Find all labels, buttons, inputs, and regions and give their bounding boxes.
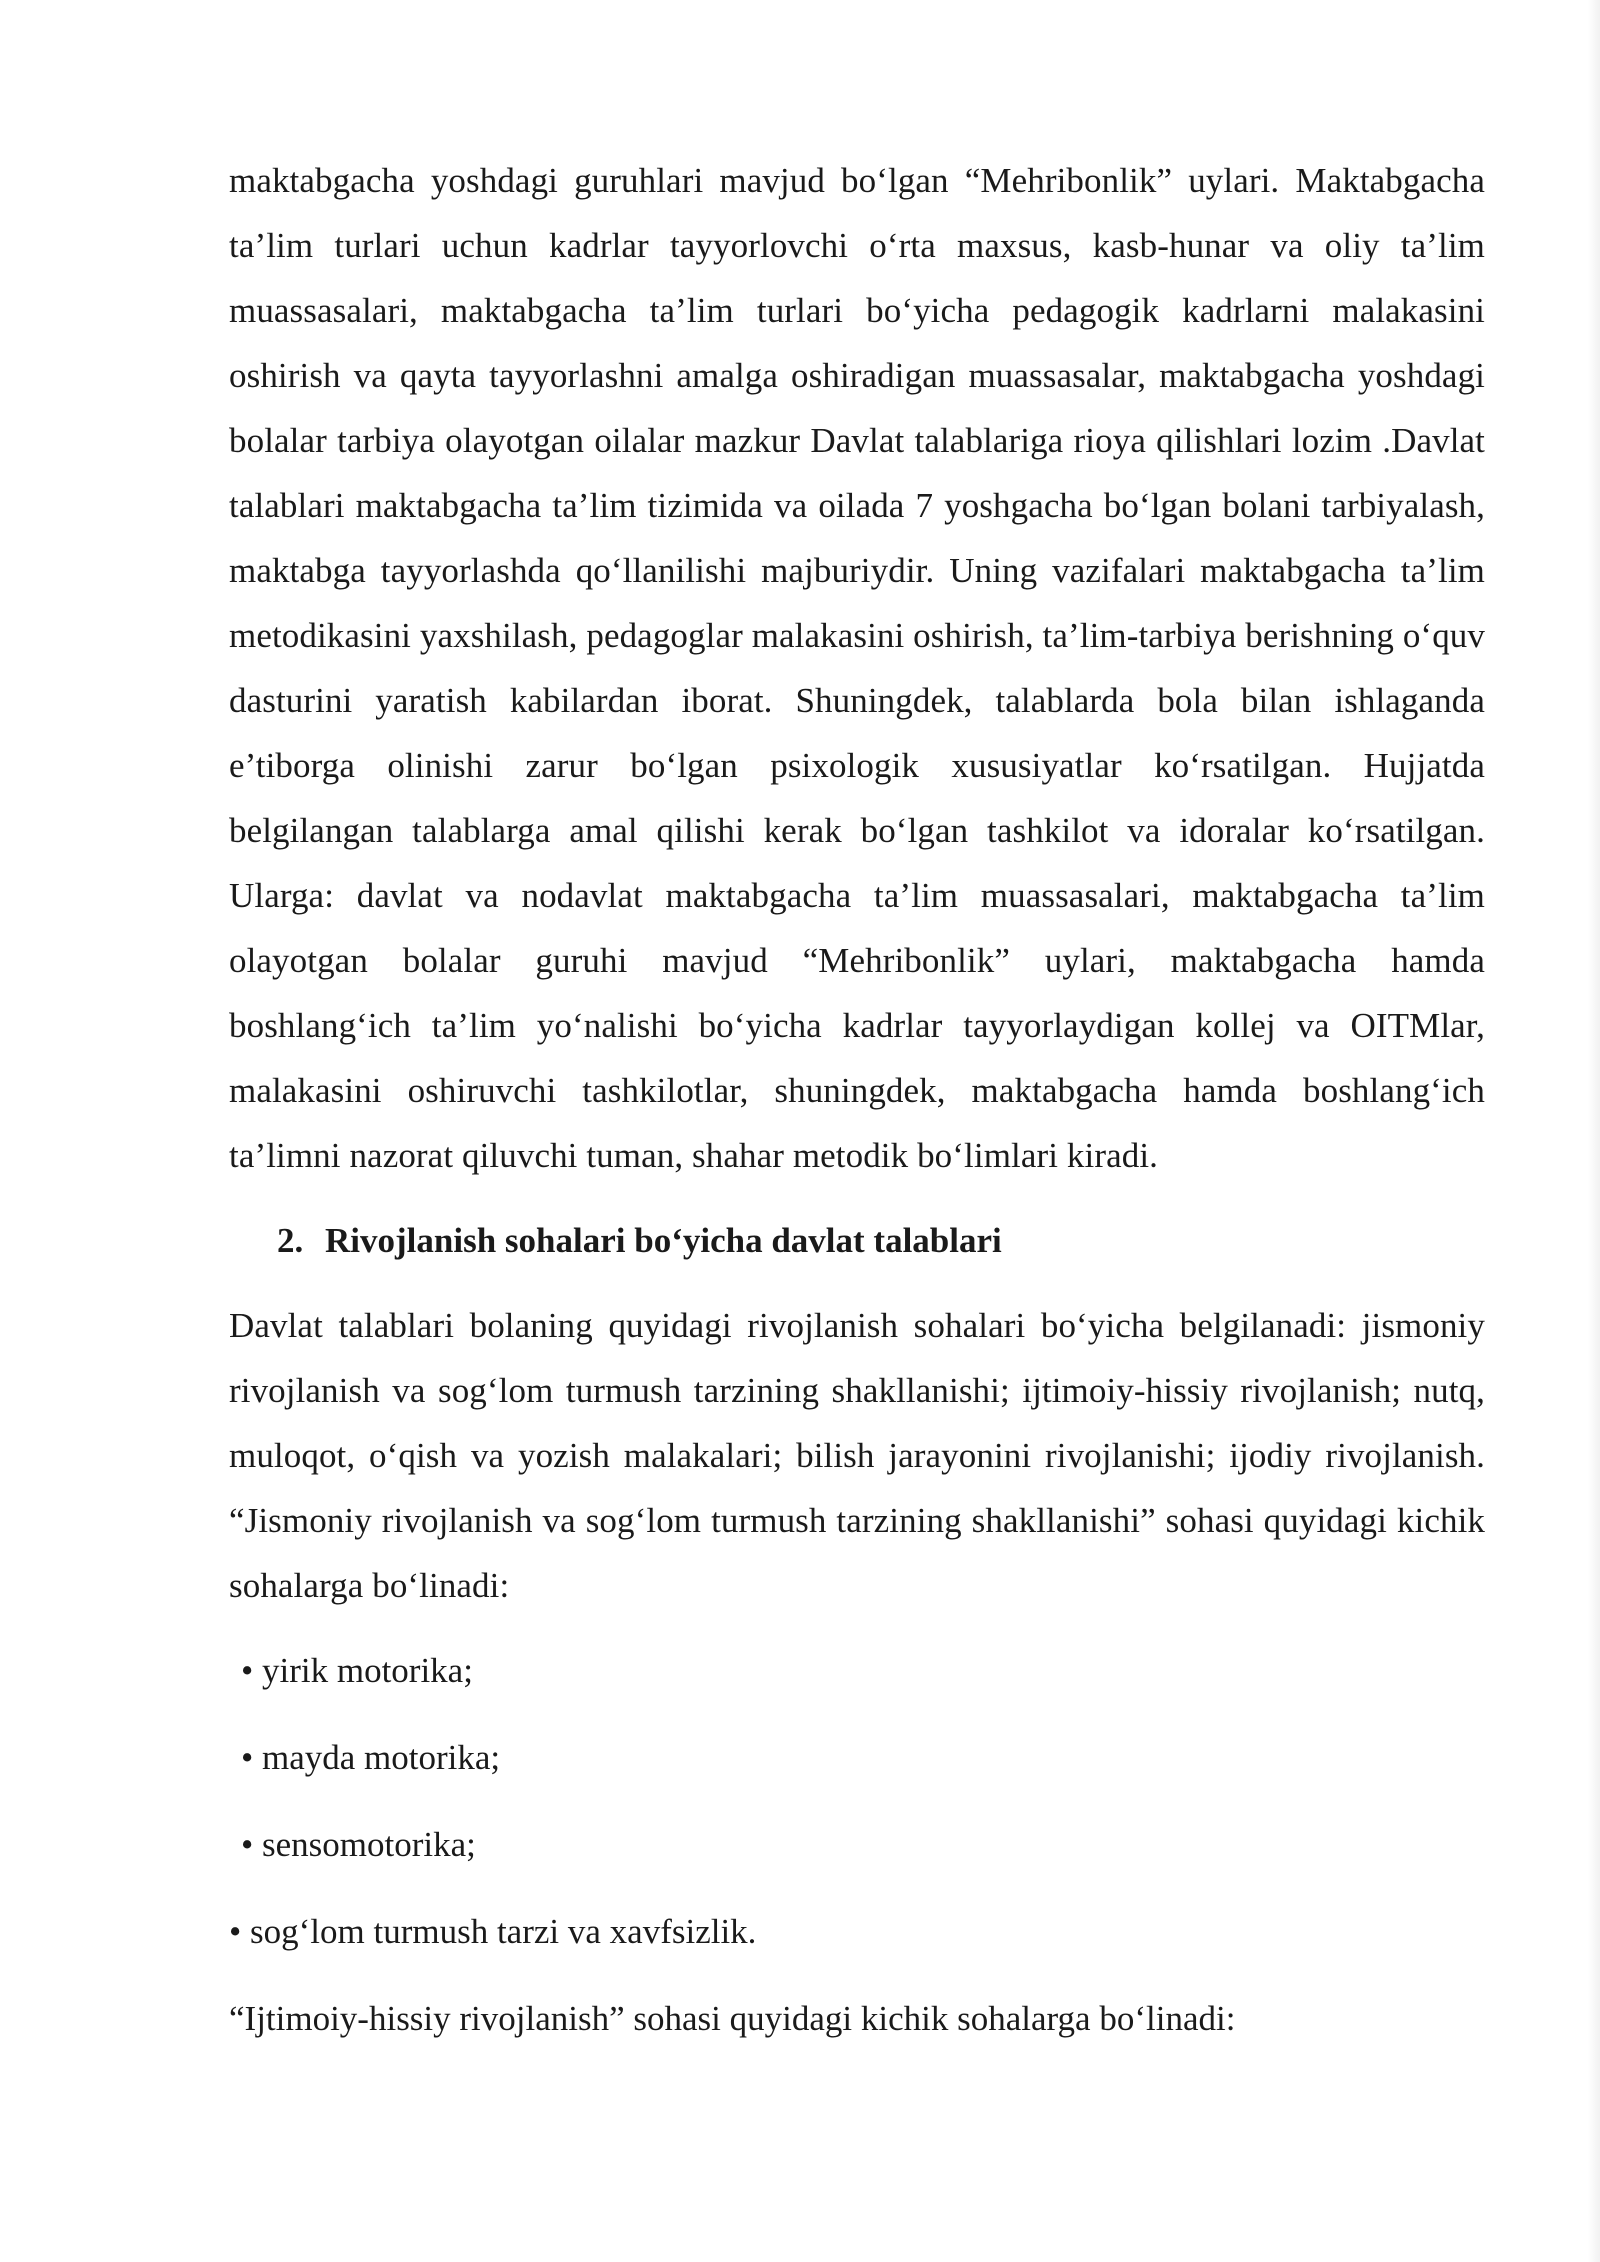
body-paragraph: Davlat talablari bolaning quyidagi rivojlanish sohalari bo‘yicha belgilanadi: jismoniy rivojlanish va sog‘lom turmush tarzining shakllanishi; ijtimoiy-hissiy rivojlanish; nutq, muloqot, o‘qish va yozish malakalari; bilish jarayonini rivojlanishi; ijodiy rivojlanish. “Jismoniy rivojlanish va sog‘lom turmush tarzining shakllanishi” sohasi quyidagi kichik sohalarga bo‘linadi: [229,1306,1485,1605]
list-item: • mayda motorika; [241,1738,501,1777]
body-paragraph: maktabgacha yoshdagi guruhlari mavjud bo‘lgan “Mehribonlik” uylari. Maktabgacha ta’lim turlari uchun kadrlar tayyorlovchi o‘rta maxsus, kasb-hunar va oliy ta’lim muassasalari, maktabgacha ta’lim turlari bo‘yicha pedagogik kadrlarni malakasini oshirish va qayta tayyorlashni amalga oshiradigan muassasalar, maktabgacha yoshdagi bolalar tarbiya olayotgan oilalar mazkur Davlat talablariga rioya qilishlari lozim .Davlat talablari maktabgacha ta’lim tizimida va oilada 7 yoshgacha bo‘lgan bolani tarbiyalash, maktabga tayyorlashda qo‘llanilishi majburiydir. Uning vazifalari maktabgacha ta’lim metodikasini yaxshilash, pedagoglar malakasini oshirish, ta’lim-tarbiya berishning o‘quv dasturini yaratish kabilardan iborat. Shuningdek, talablarda bola bilan ishlaganda e’tiborga olinishi zarur bo‘lgan psixologik xususiyatlar ko‘rsatilgan. Hujjatda belgilangan talablarga amal qilishi kerak bo‘lgan tashkilot va idoralar ko‘rsatilgan. Ularga: davlat va nodavlat maktabgacha ta’lim muassasalari, maktabgacha ta’lim olayotgan bolalar guruhi mavjud “Mehribonlik” uylari, maktabgacha hamda boshlang‘ich ta’lim yo‘nalishi bo‘yicha kadrlar tayyorlaydigan kollej va OITMlar, malakasini oshiruvchi tashkilotlar, shuningdek, maktabgacha hamda boshlang‘ich ta’limni nazorat qiluvchi tuman, shahar metodik bo‘limlari kiradi. [229,161,1485,1175]
list-item: • yirik motorika; [241,1651,473,1690]
list-item: • sog‘lom turmush tarzi va xavfsizlik. [229,1912,757,1951]
section-heading [277,1208,1485,1273]
section-number: 2. [277,1221,304,1260]
section-title: Rivojlanish sohalari bo‘yicha davlat talablari [325,1221,1002,1260]
body-paragraph: “Ijtimoiy-hissiy rivojlanish” sohasi quyidagi kichik sohalarga bo‘linadi: [229,1999,1236,2038]
document-body [229,148,1485,2051]
list-item: • sensomotorika; [241,1825,476,1864]
page-edge-shadow [1588,0,1600,2262]
bullet-list [229,1638,1485,1964]
